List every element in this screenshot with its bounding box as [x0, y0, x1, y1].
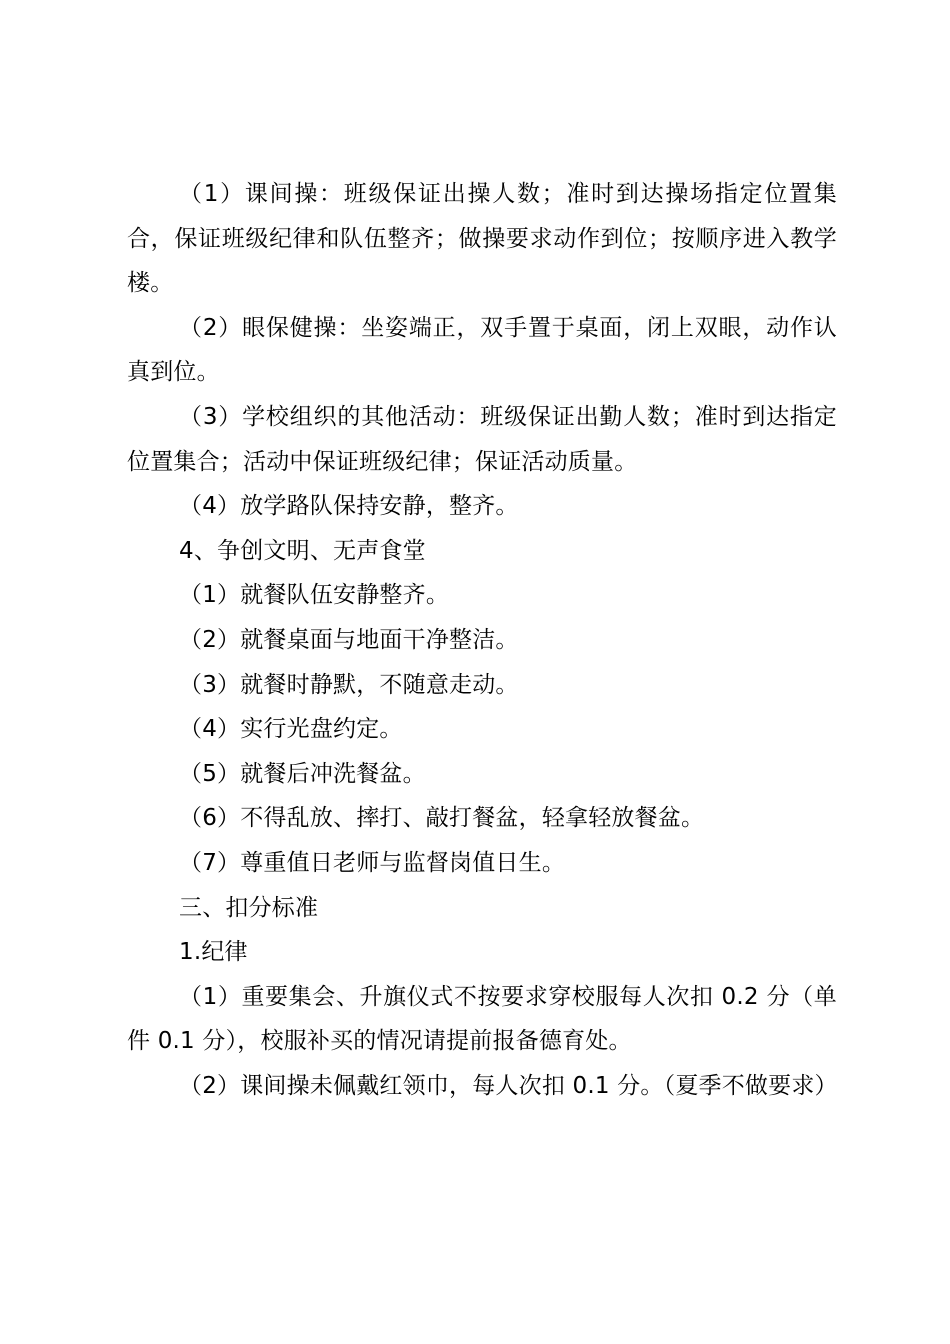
list-item-canteen-3: （3）就餐时静默，不随意走动。	[179, 671, 519, 698]
list-item-canteen-1: （1）就餐队伍安静整齐。	[179, 582, 450, 609]
list-item-canteen-5: （5）就餐后冲洗餐盆。	[179, 760, 426, 787]
subsection-heading-discipline: 1.纪律	[179, 939, 248, 966]
paragraph-eye-exercise: （2）眼保健操：坐姿端正，双手置于桌面，闭上双眼，动作认真到位。	[127, 314, 837, 386]
list-item-canteen-2: （2）就餐桌面与地面干净整洁。	[179, 626, 519, 653]
paragraph-uniform-rule: （1）重要集会、升旗仪式不按要求穿校服每人次扣 0.2 分（单件 0.1 分），校服补买的情况请提前报备德育处。	[127, 983, 837, 1055]
list-item-canteen-6: （6）不得乱放、摔打、敲打餐盆，轻拿轻放餐盆。	[179, 805, 705, 832]
list-item-canteen-4: （4）实行光盘约定。	[179, 716, 403, 743]
paragraph-exercise-break: （1）课间操：班级保证出操人数；准时到达操场指定位置集合，保证班级纪律和队伍整齐；做操要求动作到位；按顺序进入教学楼。	[127, 181, 837, 297]
section-heading-canteen: 4、争创文明、无声食堂	[179, 537, 426, 564]
document-page	[127, 172, 837, 1108]
paragraph-dismissal-line: （4）放学路队保持安静，整齐。	[179, 493, 519, 520]
list-item-canteen-7: （7）尊重值日老师与监督岗值日生。	[179, 849, 566, 876]
section-heading-deduction: 三、扣分标准	[179, 894, 319, 921]
paragraph-red-scarf-rule: （2）课间操未佩戴红领巾，每人次扣 0.1 分。（夏季不做要求）	[179, 1072, 838, 1099]
paragraph-other-activities: （3）学校组织的其他活动：班级保证出勤人数；准时到达指定位置集合；活动中保证班级纪律；保证活动质量。	[127, 403, 837, 475]
